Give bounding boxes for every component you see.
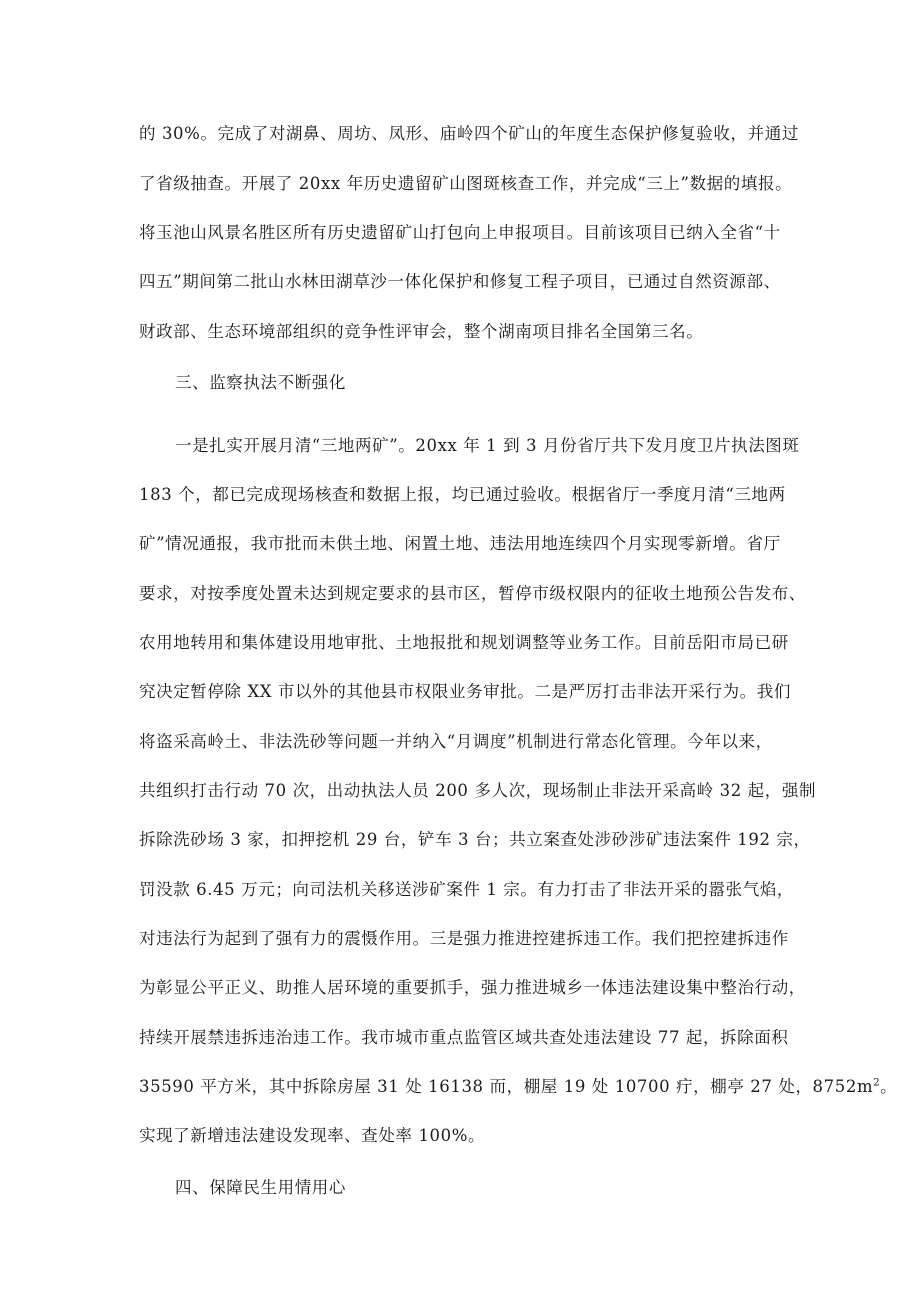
paragraph-line: 对违法行为起到了强有力的震慑作用。三是强力推进控建拆违工作。我们把控建拆违作 <box>139 929 789 948</box>
paragraph-line: 将盗采高岭土、非法洗砂等问题一并纳入“月调度”机制进行常态化管理。今年以来， <box>139 732 773 751</box>
paragraph-line: 共组织打击行动 70 次，出动执法人员 200 多人次，现场制止非法开采高岭 32 起，强制 <box>139 781 817 800</box>
paragraph-line-tail: 。 <box>880 1077 898 1096</box>
paragraph-line: 183 个，都已完成现场核查和数据上报，均已通过验收。根据省厅一季度月清“三地两 <box>139 485 786 504</box>
paragraph-line: 一是扎实开展月清“三地两矿”。20xx 年 1 到 3 月份省厅共下发月度卫片执法图斑 <box>175 436 800 455</box>
section-heading: 三、监察执法不断强化 <box>175 373 346 392</box>
superscript: 2 <box>873 1077 881 1089</box>
paragraph-line: 农用地转用和集体建设用地审批、土地报批和规划调整等业务工作。目前岳阳市局已研 <box>139 633 789 652</box>
paragraph-line: 究决定暂停除 XX 市以外的其他县市权限业务审批。二是严厉打击非法开采行为。我们 <box>139 682 791 701</box>
paragraph-line: 实现了新增违法建设发现率、查处率 100%。 <box>139 1126 486 1145</box>
paragraph-line: 拆除洗砂场 3 家，扣押挖机 29 台，铲车 3 台；共立案查处涉砂涉矿违法案件 192 宗， <box>139 830 811 849</box>
paragraph-line: 矿”情况通报，我市批而未供土地、闲置土地、违法用地连续四个月实现零新增。省厅 <box>139 534 781 553</box>
paragraph-line: 持续开展禁违拆违治违工作。我市城市重点监管区域共查处违法建设 77 起，拆除面积 <box>139 1028 789 1047</box>
paragraph-line: 四五”期间第二批山水林田湖草沙一体化保护和修复工程子项目，已通过自然资源部、 <box>139 272 781 291</box>
paragraph-line: 罚没款 6.45 万元；向司法机关移送涉矿案件 1 宗。有力打击了非法开采的嚣张气焰， <box>139 880 795 899</box>
paragraph-line: 将玉池山风景名胜区所有历史遗留矿山打包向上申报项目。目前该项目已纳入全省“十 <box>139 223 781 242</box>
paragraph-line: 财政部、生态环境部组织的竞争性评审会，整个湖南项目排名全国第三名。 <box>139 322 704 341</box>
paragraph-line: 了省级抽查。开展了 20xx 年历史遗留矿山图斑核查工作，并完成“三上”数据的填报。 <box>139 174 793 193</box>
paragraph-line-text: 35590 平方米，其中拆除房屋 31 处 16138 而，棚屋 19 处 10700 疔，棚亭 27 处，8752m <box>139 1077 874 1096</box>
paragraph-line <box>139 1075 898 1099</box>
paragraph-line: 的 30%。完成了对湖鼻、周坊、凤形、庙岭四个矿山的年度生态保护修复验收，并通过 <box>139 124 799 143</box>
paragraph-line: 要求，对按季度处置未达到规定要求的县市区，暂停市级权限内的征收土地预公告发布、 <box>139 584 806 603</box>
paragraph-line: 为彰显公平正义、助推人居环境的重要抓手，强力推进城乡一体违法建设集中整治行动， <box>139 978 806 997</box>
section-heading: 四、保障民生用情用心 <box>175 1178 346 1197</box>
